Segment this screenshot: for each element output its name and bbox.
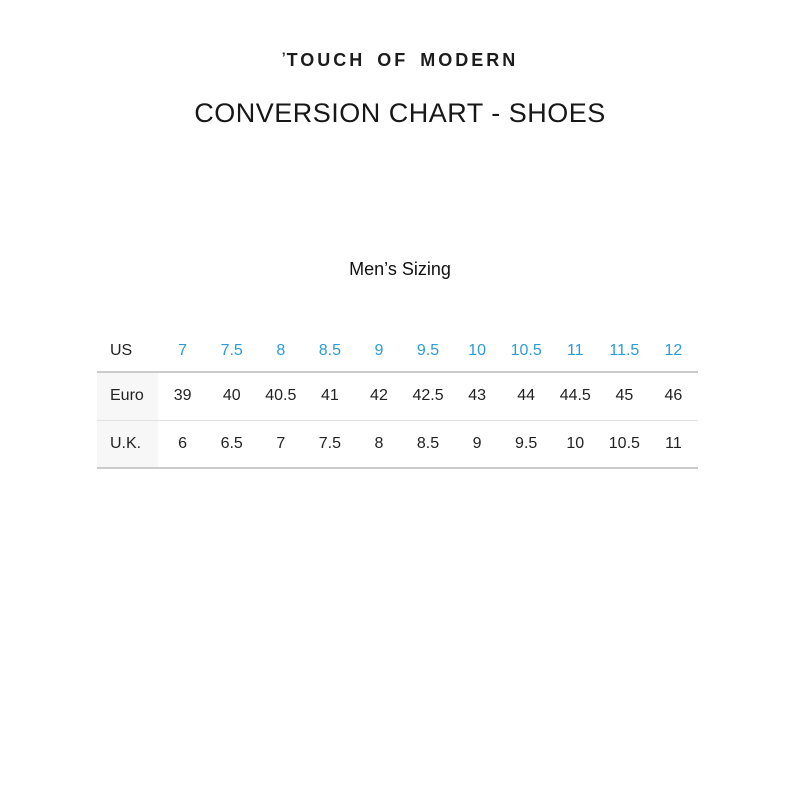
table-row-us [97,331,698,372]
row-label-uk: U.K. [97,420,158,468]
size-value: 6 [178,434,188,452]
size-value: 9.5 [515,434,538,452]
page-title: CONVERSION CHART - SHOES [194,98,606,128]
size-value: 7 [276,434,286,452]
size-value: 46 [664,387,683,405]
size-value: 10 [566,434,585,452]
size-value: 7.5 [220,342,243,359]
size-value: 12 [664,342,683,359]
size-value: 11.5 [609,342,640,359]
table-row-euro [97,372,698,420]
size-value: 45 [615,387,634,405]
size-value: 42 [370,387,388,405]
size-value: 8.5 [318,342,341,359]
size-value: 7.5 [318,434,341,452]
size-value: 8.5 [416,434,440,452]
row-label-us: US [110,342,133,359]
brand-logo [0,0,800,71]
size-value: 44.5 [559,387,591,405]
size-value: 40.5 [265,387,297,405]
row-label-euro: Euro [97,372,158,420]
size-value: 10 [468,342,486,359]
size-value: 43 [468,387,486,405]
size-value: 10.5 [608,434,640,452]
size-value: 9 [374,342,384,359]
size-conversion-table [97,331,698,469]
size-value: 11 [665,434,682,452]
size-value: 39 [173,387,192,405]
size-value: 41 [320,387,339,405]
size-value: 10.5 [510,342,542,359]
size-value: 11 [566,342,584,359]
logo-tick-icon: ’ [281,49,286,65]
size-value: 42.5 [412,387,444,405]
table-row-uk [97,420,698,468]
size-value: 9 [472,434,482,452]
size-value: 7 [178,342,188,359]
section-heading: Men’s Sizing [349,259,451,279]
size-table-body [97,331,698,468]
size-value: 40 [222,387,241,405]
size-value: 6.5 [220,434,243,452]
size-value: 9.5 [416,342,440,359]
size-value: 8 [374,434,384,452]
size-value: 44 [517,387,536,405]
brand-name: TOUCH OF MODERN [286,50,519,70]
size-value: 8 [276,342,286,359]
